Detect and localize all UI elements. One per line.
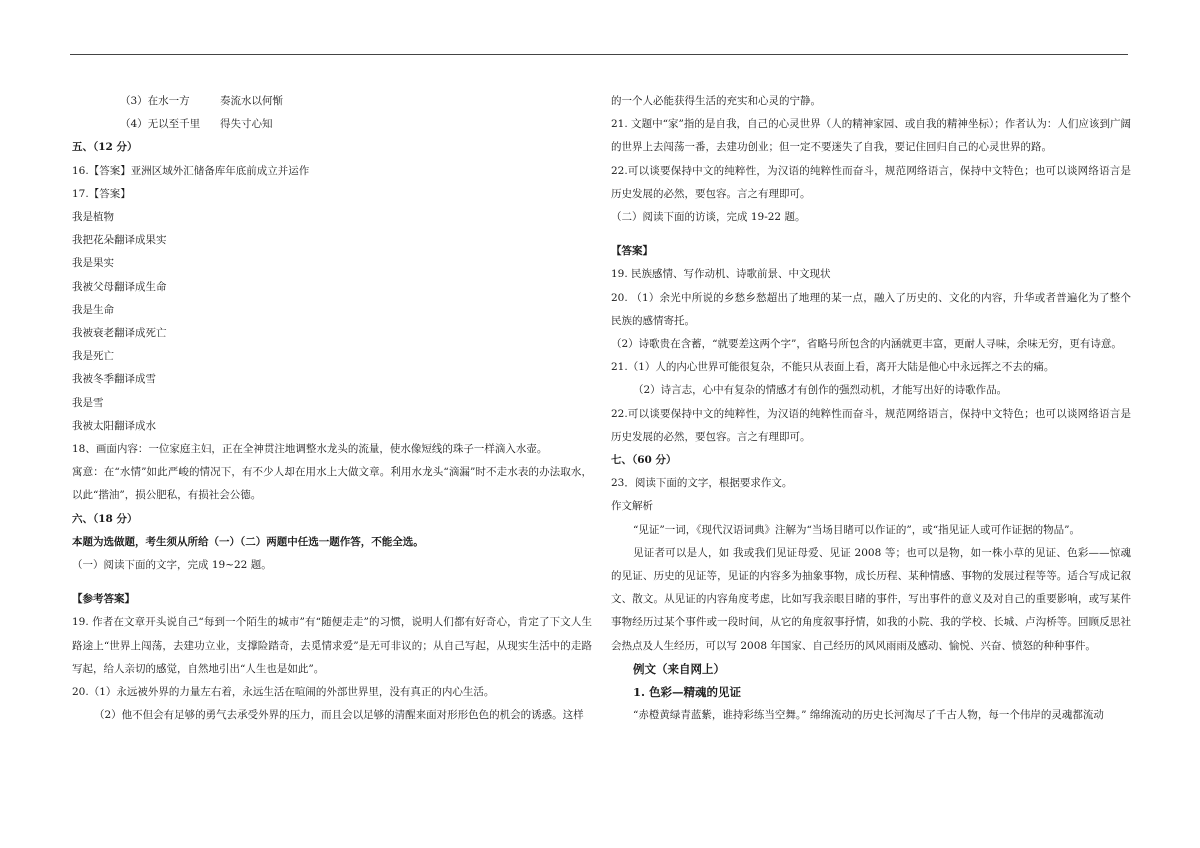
section-heading: 七、（60 分） — [611, 454, 677, 467]
sample-essay-text: “赤橙黄绿青蓝紫，谁持彩练当空舞。” 绵绵流动的历史长河淘尽了千古人物，每一个伟岸的灵魂都流动 — [633, 709, 1104, 722]
answer-text: 奏流水以何惭 — [220, 95, 283, 107]
left-column — [72, 90, 592, 727]
sample-essay-title: 1. 色彩—精魂的见证 — [633, 685, 742, 700]
answer-21-2: （2）诗言志，心中有复杂的情感才有创作的强烈动机，才能写出好的诗歌作品。 — [633, 384, 1008, 397]
answer-text: 得失寸心知 — [220, 118, 273, 131]
answer-21: 21. 文题中“家”指的是自我，自己的心灵世界（人的精神家园、或自我的精神坐标）；作者认为：人们应该到广阔的世界上去闯荡一番，去建功创业；但一定不要迷失了自我，要记住回归自己的心灵世界的路。 — [611, 118, 1131, 154]
answer-18-meaning: 寓意：在“水情”如此严峻的情况下，有不少人却在用水上大做文章。利用水龙头“滴漏”时不走水表的办法取水，以此“揩油”，损公肥私，有损社会公德。 — [72, 466, 592, 502]
answer-line — [72, 113, 592, 136]
part-instruction: （一）阅读下面的文字，完成 19~22 题。 — [72, 559, 272, 572]
answer-20-2: （2）他不但会有足够的勇气去承受外界的压力，而且会以足够的清醒来面对形形色色的机会的诱惑。这样 — [94, 709, 584, 722]
answer-line — [72, 90, 592, 113]
answer-20-2: （2）诗歌贵在含蓄，“就要差这两个字”，省略号所包含的内涵就更丰富，更耐人寻味，余味无穷，更有诗意。 — [611, 338, 1122, 351]
poem-line: 我是雪 — [72, 396, 104, 409]
answer-16: 16.【答案】亚洲区域外汇储备库年底前成立并运作 — [72, 164, 310, 177]
answer-21-1: 21.（1）人的内心世界可能很复杂，不能只从表面上看，离开大陆是他心中永远挥之不去的痛。 — [611, 361, 1055, 374]
answer-19: 19. 民族感情、写作动机、诗歌前景、中文现状 — [611, 268, 831, 281]
answer-18: 18、画面内容：一位家庭主妇，正在全神贯注地调整水龙头的流量，使水像短线的珠子一样滴入水壶。 — [72, 443, 548, 456]
poem-line: 我被衰老翻译成死亡 — [72, 327, 167, 340]
right-column — [611, 90, 1131, 727]
essay-analysis-label: 作文解析 — [611, 500, 653, 513]
poem-line: 我是死亡 — [72, 350, 114, 363]
section-note: 本题为选做题，考生须从所给（一）（二）两题中任选一题作答，不能全选。 — [72, 535, 424, 548]
part-instruction: （二）阅读下面的访谈，完成 19-22 题。 — [611, 211, 806, 224]
answer-22: 22.可以谈要保持中文的纯粹性，为汉语的纯粹性而奋斗，规范网络语言，保持中文特色；也可以谈网络语言是历史发展的必然，要包容。言之有理即可。 — [611, 164, 1131, 200]
poem-line: 我被太阳翻译成水 — [72, 419, 156, 432]
section-heading: 六、（18 分） — [72, 512, 138, 525]
continuation-text: 的一个人必能获得生活的充实和心灵的宁静。 — [611, 95, 821, 107]
analysis-paragraph: 见证者可以是人，如 我或我们见证母爱、见证 2008 等；也可以是物，如一株小草的见证、色彩——惊魂的见证、历史的见证等，见证的内容多为抽象事物，成长历程、某种情感、事物的发展过程等等。适合写成记叙文、散文。从见证的内容角度考虑，比如写我亲眼目睹的事件，写出事件的意义及对自己的重要影响，或写某件事物经历过某个事件或一段时间，从它的角度叙事抒情，如我的小院、我的学校、长城、卢沟桥等。回顾反思社会热点及人生经历，可以写 2008 年国家、自己经历的风风雨雨及感动、愉悦、兴奋、愤怒的种种事件。 — [611, 546, 1131, 652]
sample-essay-heading: 例文（来自网上） — [633, 661, 725, 676]
top-divider — [70, 54, 1128, 55]
answer-text: （3）在水一方 — [120, 95, 190, 107]
question-23: 23．阅读下面的文字，根据要求作文。 — [611, 477, 793, 490]
analysis-paragraph: “见证”一词，《现代汉语词典》注解为“当场目睹可以作证的”，或“指见证人或可作证据的物品”。 — [633, 523, 1080, 536]
poem-line: 我把花朵翻译成果实 — [72, 234, 167, 247]
reference-answer-heading: 【参考答案】 — [72, 593, 135, 606]
poem-line: 我是植物 — [72, 211, 114, 224]
poem-line: 我是果实 — [72, 257, 114, 270]
poem-line: 我被冬季翻译成雪 — [72, 373, 156, 386]
poem-line: 我是生命 — [72, 303, 114, 316]
answer-22: 22.可以谈要保持中文的纯粹性，为汉语的纯粹性而奋斗，规范网络语言，保持中文特色；也可以谈网络语言是历史发展的必然，要包容。言之有理即可。 — [611, 407, 1131, 443]
answer-20-1: 20.（1）永远被外界的力量左右着，永远生活在喧闹的外部世界里，没有真正的内心生活。 — [72, 686, 495, 699]
poem-line: 我被父母翻译成生命 — [72, 280, 167, 293]
answer-20-1: 20. （1）余光中所说的乡愁乡愁超出了地理的某一点，融入了历史的、文化的内容，升华或者普遍化为了整个民族的感情寄托。 — [611, 291, 1131, 327]
answer-19: 19. 作者在文章开头说自己“每到一个陌生的城市”有“随便走走”的习惯，说明人们都有好奇心，肯定了下文人生路途上“世界上闯荡，去建功立业，支撑险踏奇，去觅情求爱”是无可非议的；从自己写起，从现实生活中的走路写起，给人亲切的感觉，自然地引出“人生也是如此”。 — [72, 616, 592, 675]
section-heading: 五、（12 分） — [72, 141, 138, 154]
answer-17-label: 17.【答案】 — [72, 187, 131, 200]
answer-heading: 【答案】 — [611, 245, 653, 258]
answer-text: （4）无以至千里 — [120, 118, 201, 131]
